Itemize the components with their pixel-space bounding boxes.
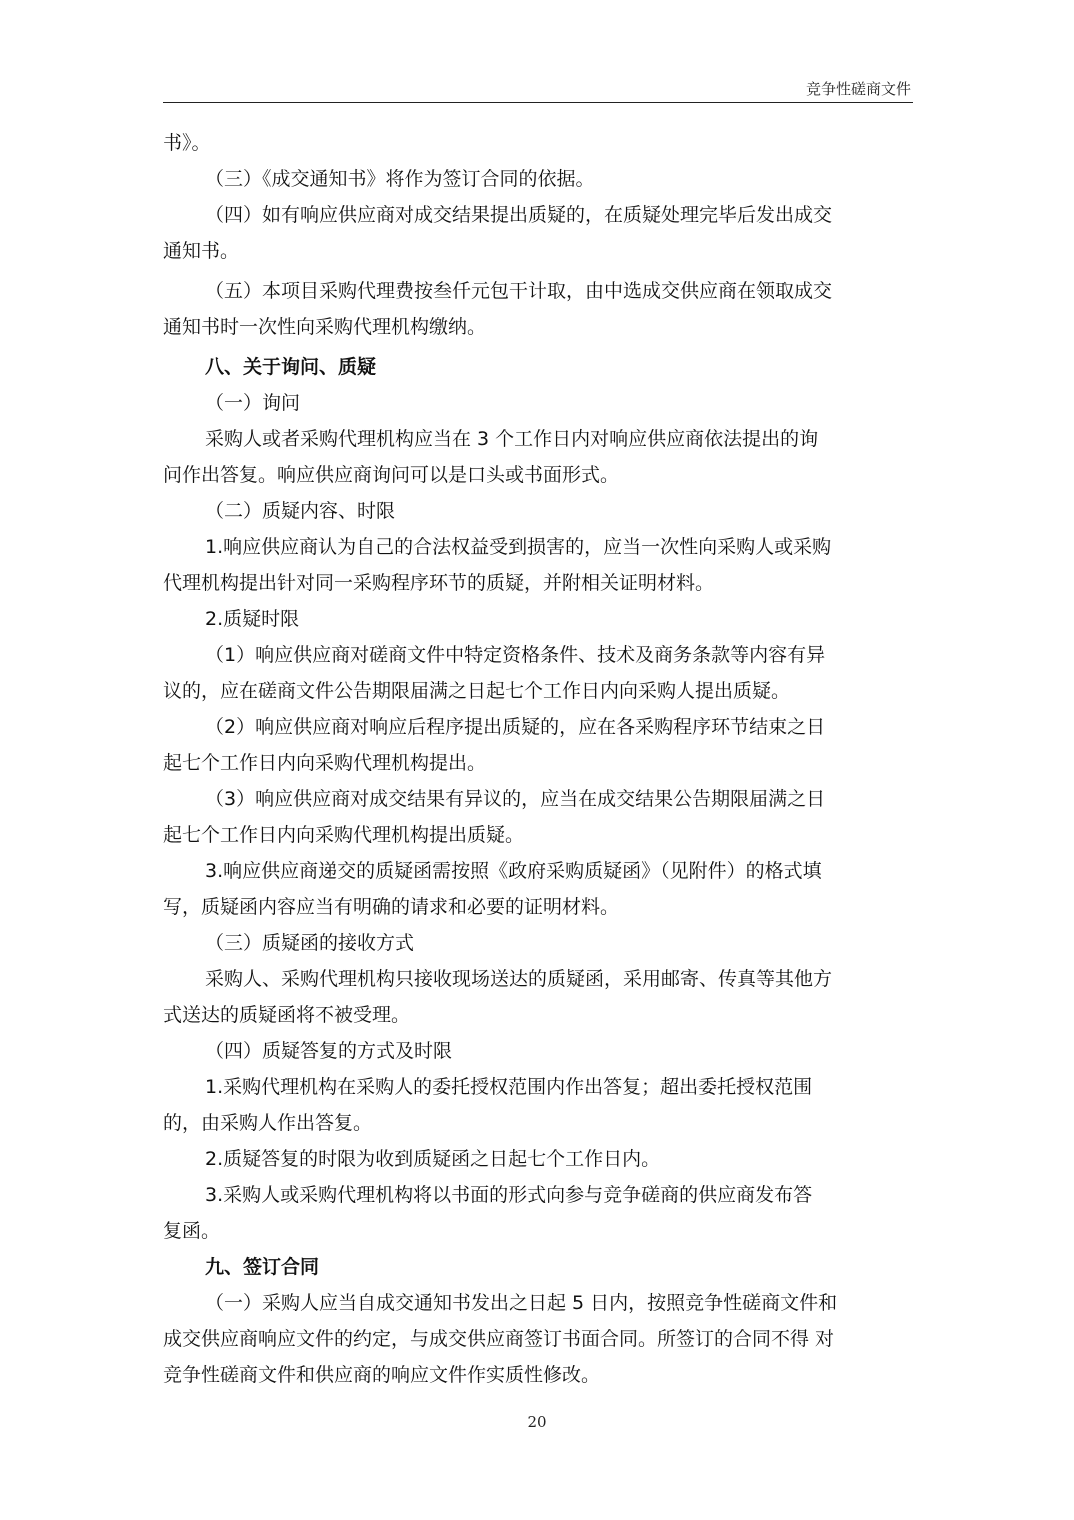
section-heading: 八、关于询问、质疑 — [205, 356, 377, 378]
text-line: 书》。 — [163, 132, 211, 154]
text-line: （四）质疑答复的方式及时限 — [205, 1040, 453, 1062]
text-line: 通知书时一次性向采购代理机构缴纳。 — [163, 316, 487, 338]
text-line: （三）《成交通知书》将作为签订合同的依据。 — [205, 168, 595, 190]
text-line: （二）质疑内容、时限 — [205, 500, 396, 522]
text-line: （四）如有响应供应商对成交结果提出质疑的，在质疑处理完毕后发出成交 — [205, 204, 833, 226]
document-body — [163, 128, 913, 1396]
text-line: （2）响应供应商对响应后程序提出质疑的，应在各采购程序环节结束之日 — [205, 716, 826, 738]
text-line: 代理机构提出针对同一采购程序环节的质疑，并附相关证明材料。 — [163, 572, 715, 594]
text-line: 起七个工作日内向采购代理机构提出质疑。 — [163, 824, 525, 846]
text-line: 采购人或者采购代理机构应当在 3 个工作日内对响应供应商依法提出的询 — [205, 428, 819, 450]
text-line: （一）询问 — [205, 392, 301, 414]
text-line: （1）响应供应商对磋商文件中特定资格条件、技术及商务条款等内容有异 — [205, 644, 826, 666]
text-line: （五）本项目采购代理费按叁仟元包干计取，由中选成交供应商在领取成交 — [205, 280, 833, 302]
text-line: （3）响应供应商对成交结果有异议的，应当在成交结果公告期限届满之日 — [205, 788, 826, 810]
text-line: 竞争性磋商文件和供应商的响应文件作实质性修改。 — [163, 1364, 601, 1386]
text-line: 式送达的质疑函将不被受理。 — [163, 1004, 411, 1026]
text-line: 问作出答复。响应供应商询问可以是口头或书面形式。 — [163, 464, 620, 486]
text-line: 1.响应供应商认为自己的合法权益受到损害的，应当一次性向采购人或采购 — [205, 536, 832, 558]
page-header — [163, 76, 913, 103]
text-line: （一）采购人应当自成交通知书发出之日起 5 日内，按照竞争性磋商文件和 — [205, 1292, 838, 1314]
text-line: 写，质疑函内容应当有明确的请求和必要的证明材料。 — [163, 896, 620, 918]
text-line: 1.采购代理机构在采购人的委托授权范围内作出答复；超出委托授权范围 — [205, 1076, 813, 1098]
page-number: 20 — [527, 1413, 547, 1431]
text-line: 议的，应在磋商文件公告期限届满之日起七个工作日内向采购人提出质疑。 — [163, 680, 791, 702]
text-line: 成交供应商响应文件的约定，与成交供应商签订书面合同。所签订的合同不得 对 — [163, 1328, 835, 1350]
text-line: 采购人、采购代理机构只接收现场送达的质疑函，采用邮寄、传真等其他方 — [205, 968, 833, 990]
text-line: 3.响应供应商递交的质疑函需按照《政府采购质疑函》（见附件）的格式填 — [205, 860, 822, 882]
text-line: （三）质疑函的接收方式 — [205, 932, 415, 954]
text-line: 3.采购人或采购代理机构将以书面的形式向参与竞争磋商的供应商发布答 — [205, 1184, 813, 1206]
text-line: 2.质疑答复的时限为收到质疑函之日起七个工作日内。 — [205, 1148, 661, 1170]
text-line: 的，由采购人作出答复。 — [163, 1112, 373, 1134]
text-line: 复函。 — [163, 1220, 221, 1242]
text-line: 2.质疑时限 — [205, 608, 300, 630]
header-title: 竞争性磋商文件 — [805, 80, 911, 98]
section-heading: 九、签订合同 — [205, 1256, 320, 1278]
text-line: 起七个工作日内向采购代理机构提出。 — [163, 752, 487, 774]
text-line: 通知书。 — [163, 240, 240, 262]
